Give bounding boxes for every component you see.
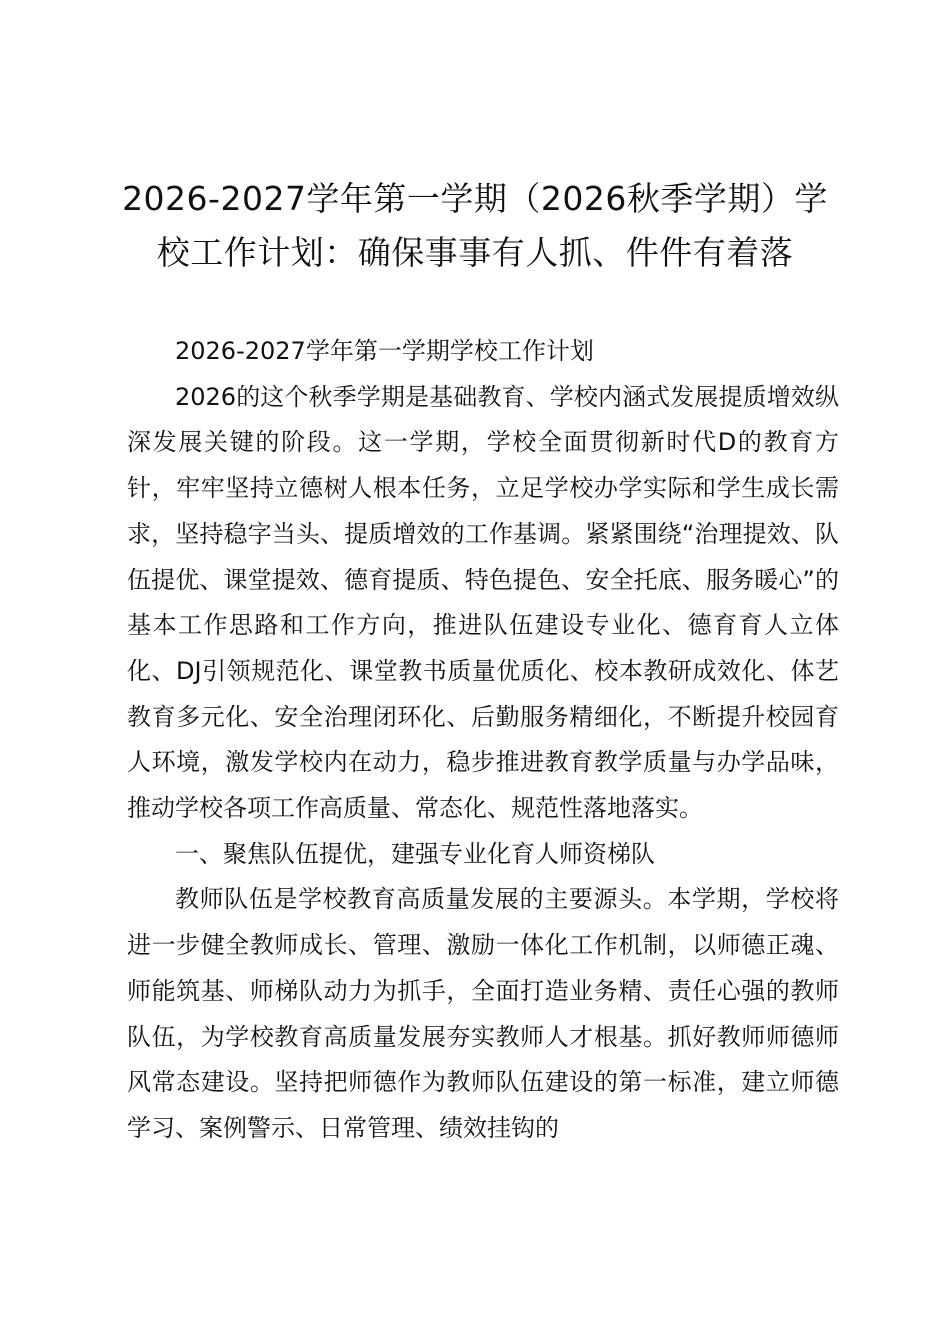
section-heading-1: 一、聚焦队伍提优，建强专业化育人师资梯队 [175,839,655,868]
document-title: 2026-2027学年第一学期（2026秋季学期）学校工作计划：确保事事有人抓、件件有着落 [122,179,828,272]
paragraph-intro: 2026的这个秋季学期是基础教育、学校内涵式发展提质增效纵深发展关键的阶段。这一学期，学校全面贯彻新时代D的教育方针，牢牢坚持立德树人根本任务，立足学校办学实际和学生成长需求，坚持稳字当头、提质增效的工作基调。紧紧围绕“治理提效、队伍提优、课堂提效、德育提质、特色提色、安全托底、服务暖心”的基本工作思路和工作方向，推进队伍建设专业化、德育育人立体化、DJ引领规范化、课堂教书质量优质化、校本教研成效化、体艺教育多元化、安全治理闭环化、后勤服务精细化，不断提升校园育人环境，激发学校内在动力，稳步推进教育教学质量与办学品味，推动学校各项工作高质量、常态化、规范性落地落实。 [127,382,839,823]
paragraph-teachers: 教师队伍是学校教育高质量发展的主要源头。本学期，学校将进一步健全教师成长、管理、激励一体化工作机制，以师德正魂、师能筑基、师梯队动力为抓手，全面打造业务精、责任心强的教师队伍，为学校教育高质量发展夯实教师人才根基。抓好教师师德师风常态建设。坚持把师德作为教师队伍建设的第一标准，建立师德学习、案例警示、日常管理、绩效挂钩的 [127,885,839,1142]
document-subtitle: 2026-2027学年第一学期学校工作计划 [175,337,594,365]
document-body [127,329,839,1152]
